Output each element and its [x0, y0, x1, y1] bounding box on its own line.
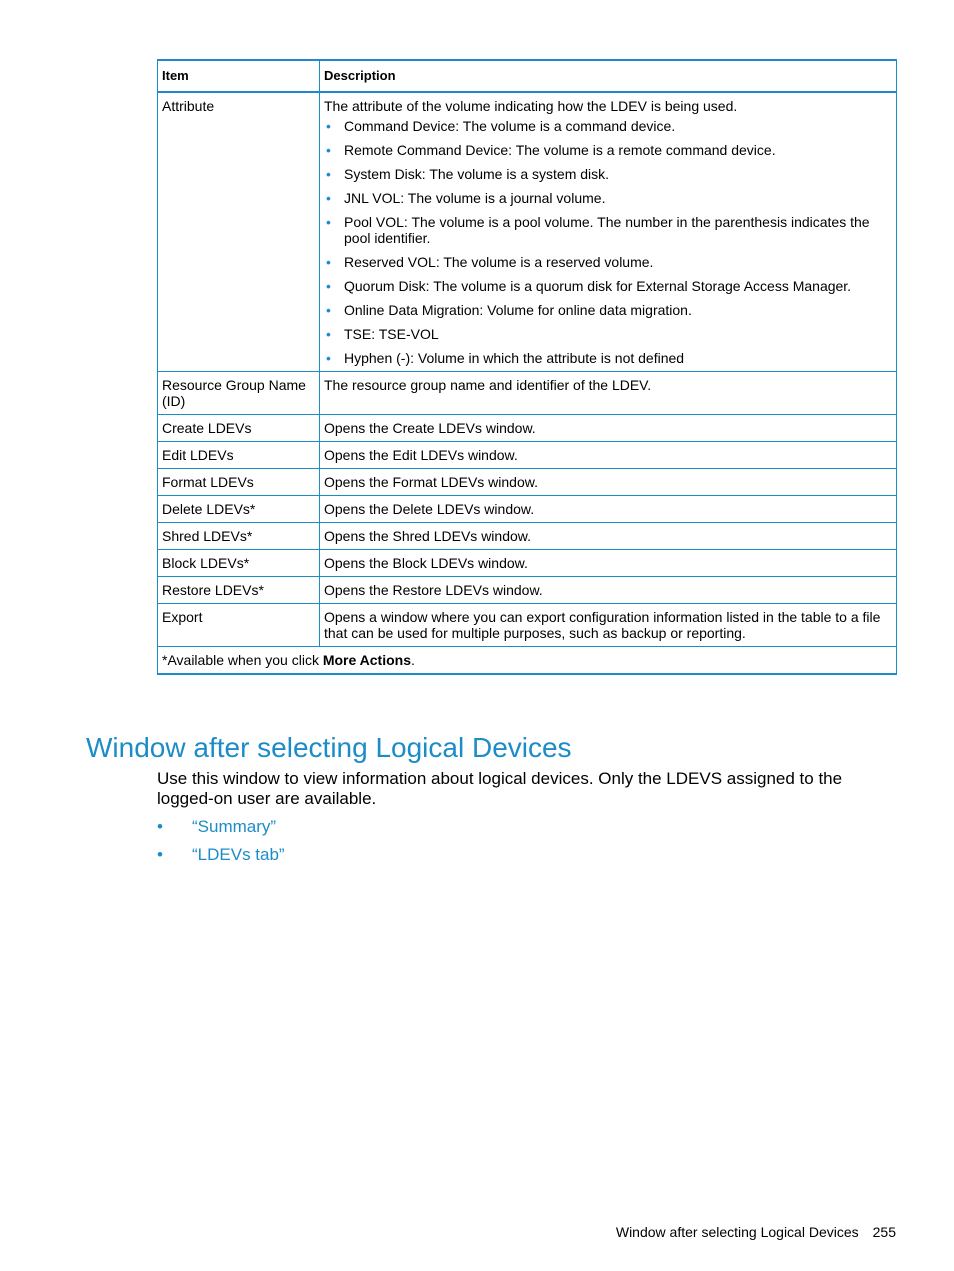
list-item: [157, 815, 285, 839]
link-summary[interactable]: “Summary”: [192, 817, 277, 836]
page-footer: [616, 1222, 896, 1242]
table-row: [158, 442, 897, 469]
cell-item: Edit LDEVs: [158, 442, 320, 469]
table-footnote-row: [158, 647, 897, 675]
table-row-attribute: [158, 92, 897, 372]
bullet-icon: •: [157, 817, 163, 836]
related-links: [157, 815, 285, 871]
table-footnote: *Available when you click More Actions.: [158, 647, 897, 675]
bullet-icon: •: [326, 118, 331, 134]
bullet-icon: •: [326, 142, 331, 158]
list-item: • System Disk: The volume is a system disk.: [326, 166, 610, 182]
bullet-icon: •: [326, 350, 331, 366]
cell-description: The resource group name and identifier of the LDEV.: [320, 372, 897, 415]
cell-item: Delete LDEVs*: [158, 496, 320, 523]
cell-item: Shred LDEVs*: [158, 523, 320, 550]
intro-paragraph: Use this window to view information about logical devices. Only the LDEVS assigned to the logged-on user are available.: [157, 769, 843, 808]
column-header-description: Description: [320, 60, 897, 92]
column-header-item: Item: [158, 60, 320, 92]
more-actions-label: More Actions: [322, 652, 411, 668]
bullet-icon: •: [326, 278, 331, 294]
cell-description: Opens the Format LDEVs window.: [320, 469, 897, 496]
cell-item: Restore LDEVs*: [158, 577, 320, 604]
cell-description: Opens the Delete LDEVs window.: [320, 496, 897, 523]
table-row: [158, 523, 897, 550]
attribute-description: The attribute of the volume indicating how the LDEV is being used.: [324, 98, 738, 114]
cell-item: Create LDEVs: [158, 415, 320, 442]
table-row: [158, 372, 897, 415]
bullet-icon: •: [326, 166, 331, 182]
bullet-icon: •: [157, 845, 163, 864]
table-row: [158, 415, 897, 442]
table-row: [158, 469, 897, 496]
cell-description: Opens the Shred LDEVs window.: [320, 523, 897, 550]
table-row: [158, 604, 897, 647]
bullet-icon: •: [326, 302, 331, 318]
list-item: • Command Device: The volume is a command device.: [326, 118, 676, 134]
list-item: • Hyphen (-): Volume in which the attribute is not defined: [326, 350, 685, 366]
list-item: • Quorum Disk: The volume is a quorum disk for External Storage Access Manager.: [326, 278, 852, 294]
table-header-row: [158, 60, 897, 92]
bullet-icon: •: [326, 254, 331, 270]
items-table: [157, 59, 897, 675]
cell-item: Block LDEVs*: [158, 550, 320, 577]
list-item: [157, 843, 285, 867]
cell-item: Format LDEVs: [158, 469, 320, 496]
list-item: • Remote Command Device: The volume is a remote command device.: [326, 142, 776, 158]
cell-description: Opens the Block LDEVs window.: [320, 550, 897, 577]
cell-description: Opens the Create LDEVs window.: [320, 415, 897, 442]
attribute-bullet-list: [324, 118, 891, 366]
footer-title: Window after selecting Logical Devices: [615, 1224, 859, 1240]
bullet-icon: •: [326, 326, 331, 342]
table-row: [158, 577, 897, 604]
list-item: • Pool VOL: The volume is a pool volume. The number in the parenthesis indicates the pool identifier.: [326, 214, 870, 246]
cell-description: [320, 92, 897, 372]
link-ldevs-tab[interactable]: “LDEVs tab”: [192, 845, 285, 864]
cell-description: Opens a window where you can export configuration information listed in the table to a file that can be used for multiple purposes, such as backup or reporting.: [320, 604, 897, 647]
list-item: • Online Data Migration: Volume for online data migration.: [326, 302, 692, 318]
list-item: • Reserved VOL: The volume is a reserved volume.: [326, 254, 654, 270]
page-number: 255: [872, 1224, 896, 1240]
table-row: [158, 550, 897, 577]
bullet-icon: •: [326, 214, 331, 230]
bullet-icon: •: [326, 190, 331, 206]
cell-item: Resource Group Name (ID): [158, 372, 320, 415]
cell-description: Opens the Edit LDEVs window.: [320, 442, 897, 469]
list-item: • JNL VOL: The volume is a journal volume.: [326, 190, 606, 206]
cell-description: Opens the Restore LDEVs window.: [320, 577, 897, 604]
section-title: Window after selecting Logical Devices: [86, 732, 572, 763]
cell-item: Export: [158, 604, 320, 647]
table-row: [158, 496, 897, 523]
list-item: • TSE: TSE-VOL: [326, 326, 439, 342]
cell-item: Attribute: [158, 92, 320, 372]
